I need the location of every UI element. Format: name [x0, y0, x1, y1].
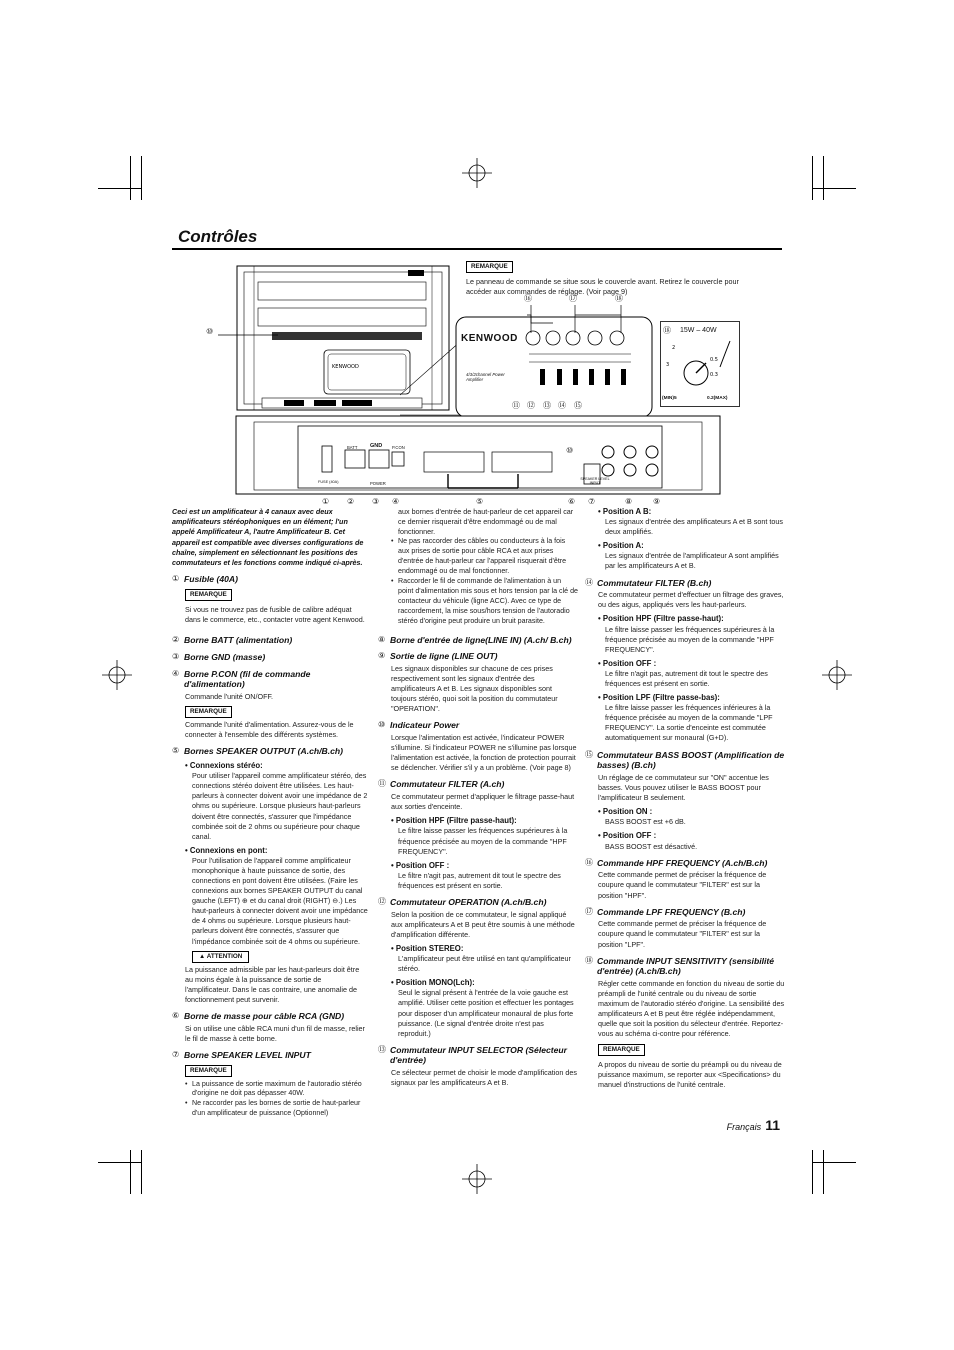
crop-mark: [98, 1162, 142, 1163]
section-heading: ① Fusible (40A): [172, 574, 238, 585]
sensitivity-max-label: 0.2(MAX): [707, 396, 728, 401]
registration-mark: [102, 660, 132, 690]
section-text: Ce commutateur permet d'appliquer le filtrage passe-haut aux sorties d'enceinte.: [391, 792, 575, 812]
intro-paragraph: Ceci est un amplificateur à 4 canaux avec deux amplificateurs stéréophoniques en un élément; l'un appelé Amplificateur A, l'autre Amplificateur B. Cet appareil est compatible avec diverses configurations de chaîne, simplement en sélectionnant les positions des commutateurs et les fonctions comme indiqué ci-après.: [172, 507, 364, 568]
section-heading: ⑱ Commande INPUT SENSITIVITY (sensibilité d'entrée) (A.ch/B.ch): [585, 955, 775, 977]
section-text: Si on utilise une câble RCA muni d'un fil de masse, relier le fil de masse à cette borne.: [185, 1023, 365, 1043]
section-heading: ⑫ Commutateur OPERATION (A.ch/B.ch): [378, 896, 547, 907]
section-heading: ⑦ Borne SPEAKER LEVEL INPUT: [172, 1049, 311, 1060]
sub-text: BASS BOOST est +6 dB.: [605, 817, 686, 827]
attention-label: ▲ ATTENTION: [192, 951, 249, 963]
remark-label: REMARQUE: [598, 1044, 645, 1056]
svg-text:0.3: 0.3: [710, 372, 718, 378]
callout-8: ⑧: [625, 497, 633, 506]
callout-18-inset: ⑱: [663, 326, 671, 335]
section-heading: ② Borne BATT (alimentation): [172, 635, 293, 646]
sub-text: Seul le signal présent à l'entrée de la voie gauche est amplifié. Utiliser cette position et effectuer les pontages pour disposer d'un amplificateur monaural de plus forte puissance. (Le signal d'entrée droite n'est pas reproduit.): [398, 988, 574, 1038]
registration-mark: [462, 1164, 492, 1194]
sub-text: Pour l'utilisation de l'appareil comme amplificateur monophonique à haute puissance de sortie, des connections en pont doivent être utilisées. (Faire les connexions aux bornes SPEAKER OUTPUT du canal gauche (LEFT) ⊕ et du canal droit (RIGHT) ⊖.) Les haut-parleurs à connecter doivent avoir une impédance de 4 ohms ou supérieure. Lorsque plusieurs haut-parleurs doivent être connectés, s'assurer que l'impédance combinée soit de 4 ohms ou supérieure.: [192, 855, 368, 946]
subheading: • Position HPF (Filtre passe-haut):: [598, 614, 724, 624]
crop-mark: [130, 1150, 131, 1194]
crop-mark: [812, 156, 813, 200]
bullet-item: • Ne raccorder pas les bornes de sortie de haut-parleur d'un amplificateur de puissance (Optionnel): [172, 1099, 368, 1119]
section-heading: ④ Borne P.CON (fil de commande d'alimentation): [172, 668, 311, 690]
section-heading: ⑧ Borne d'entrée de ligne(LINE IN) (A.ch/ B.ch): [378, 634, 572, 645]
callout-17: ⑰: [569, 294, 577, 303]
section-text: Commande l'unité ON/OFF.: [185, 692, 274, 702]
sub-text: Les signaux d'entrée des amplificateurs A et B sont tous deux amplifiés.: [605, 517, 783, 537]
crop-mark: [812, 188, 856, 189]
sub-text: Le filtre n'agit pas, autrement dit tout le spectre des fréquences est présent en sortie.: [398, 870, 561, 890]
subheading: • Position LPF (Filtre passe-bas):: [598, 693, 720, 703]
bullet-item: • La puissance de sortie maximum de l'autoradio stéréo d'origine ne doit pas dépasser 40W.: [172, 1080, 368, 1100]
section-text: Selon la position de ce commutateur, le signal appliqué aux amplificateurs A et B peut être soumis à une méthode d'amplification différente.: [391, 909, 575, 939]
callout-2: ②: [347, 497, 355, 506]
remark-label: REMARQUE: [185, 589, 232, 601]
svg-text:3: 3: [666, 362, 670, 368]
callout-lines-top: [525, 305, 635, 335]
figure-remark: [466, 261, 756, 297]
registration-mark: [462, 158, 492, 188]
column-2: [378, 507, 578, 1088]
callout-6: ⑥: [568, 497, 576, 506]
callout-7: ⑦: [588, 497, 596, 506]
section-text: Les signaux disponibles sur chacune de ces prises respectivement sont les signaux d'entrée des amplificateurs A et B. Les signaux disponibles sont toujours stéréo, quoi soit la position du commutateur "OPERATION".: [391, 664, 558, 714]
bullet-item: • Ne pas raccorder des câbles ou conducteurs à la fois aux prises de sortie pour câble RCA et aux prises d'entrée de haut-parleur car l'appareil risquerait d'être endommagé ou de mal fonctionner.: [378, 537, 578, 577]
callout-18: ⑱: [615, 294, 623, 303]
section-text: Lorsque l'alimentation est activée, l'indicateur POWER s'illumine. Si l'indicateur POWER ne s'illumine pas lorsque l'alimentation est activée, la fonction de protection pourrait se déclencher. Vérifier s'il y a un problème. (Voir page 8): [391, 733, 577, 773]
callout-16: ⑯: [524, 294, 532, 303]
section-text: Ce sélecteur permet de choisir le mode d'amplification des signaux par les amplificateurs A et B.: [391, 1068, 577, 1088]
warning-icon: ▲: [199, 952, 206, 960]
callout-12: ⑫: [527, 401, 535, 410]
section-heading: ⑨ Sortie de ligne (LINE OUT): [378, 651, 498, 662]
section-heading: ⑤ Bornes SPEAKER OUTPUT (A.ch/B.ch): [172, 746, 344, 757]
section-heading: ⑩ Indicateur Power: [378, 720, 460, 731]
crop-mark: [812, 1150, 813, 1194]
amplifier-subtitle: 4/3/2channel Power Amplifier: [466, 372, 505, 383]
pcon-label: P.CON: [392, 445, 405, 450]
sub-text: Les signaux d'entrée de l'amplificateur A sont amplifiés par les amplificateurs A et B.: [605, 551, 779, 571]
callout-5: ⑤: [476, 497, 484, 506]
sub-text: Le filtre n'agit pas, autrement dit tout le spectre des fréquences est présent en sortie.: [605, 668, 768, 689]
bullet-item: • Raccorder le fil de commande de l'alimentation à un point d'alimentation mis sous et hors tension par la clé de contacteur du véhicule (ligne ACC). Avec ce type de raccordement, la mise sous/hors tension de l'autoradio stéréo d'origine peut produire un bruit parasite.: [378, 577, 578, 627]
crop-mark: [98, 188, 142, 189]
callout-line: [218, 330, 280, 340]
callout-13: ⑬: [543, 401, 551, 410]
callout-15: ⑮: [574, 401, 582, 410]
section-heading: ⑥ Borne de masse pour câble RCA (GND): [172, 1010, 345, 1021]
figure-remark-text: Le panneau de commande se situe sous le couvercle avant. Retirez le couvercle pour accéder aux commandes de réglage. (Voir page 9): [466, 277, 739, 297]
crop-mark: [141, 156, 142, 200]
section-heading: ③ Borne GND (masse): [172, 651, 266, 662]
section-heading: ⑪ Commutateur FILTER (A.ch): [378, 779, 505, 790]
section-text: Cette commande permet de préciser la fréquence de coupure quand le commutateur "FILTER" est sur la position "HPF".: [598, 870, 767, 900]
section-heading: ⑬ Commutateur INPUT SELECTOR (Sélecteur d'entrée): [378, 1044, 567, 1066]
subheading: • Position HPF (Filtre passe-haut):: [391, 816, 517, 826]
gnd-label: GND: [370, 443, 383, 449]
svg-text:2: 2: [672, 345, 676, 351]
section-heading: ⑭ Commutateur FILTER (B.ch): [585, 577, 712, 588]
crop-mark: [823, 156, 824, 200]
attention-text: La puissance admissible par les haut-parleurs doit être au moins égale à la puissance de sortie de l'amplificateur. Dans le cas contraire, une anomalie de fonctionnement peut survenir.: [185, 964, 360, 1004]
page-title: Contrôles: [178, 227, 258, 246]
subheading: • Connexions stéréo:: [185, 761, 263, 771]
speaker-level-label: SPEAKER LEVEL INPUT: [580, 477, 610, 485]
page-footer: [727, 1116, 780, 1134]
sensitivity-min-label: (MIN)5: [662, 396, 677, 401]
sub-text: Le filtre laisse passer les fréquences inférieures à la fréquence précisée au moyen de la commande "LPF FREQUENCY". La sortie d'enceinte est commutée automatiquement sur monaural (G+D).: [605, 703, 773, 743]
callout-9: ⑨: [653, 497, 661, 506]
callout-10-front: ⑩: [566, 446, 574, 455]
fuse-label: FUSE (40A): [318, 480, 339, 484]
section-heading: ⑮ Commutateur BASS BOOST (Amplification de basses) (B.ch): [585, 749, 785, 771]
continued-text: aux bornes d'entrée de haut-parleur de cet appareil car ce dernier risquerait d'être endommagé ou de mal fonctionner.: [398, 507, 574, 537]
footer-language: Français: [726, 1122, 762, 1132]
column-3: [585, 507, 785, 1090]
column-1: [172, 507, 368, 1119]
section-text: Un réglage de ce commutateur sur "ON" accentue les basses. Vous pouvez utiliser le BASS BOOST pour l'amplificateur B seulement.: [598, 773, 769, 803]
crop-mark: [141, 1150, 142, 1194]
sub-text: Le filtre laisse passer les fréquences supérieures à la fréquence précisée au moyen de la commande "HPF FREQUENCY".: [398, 826, 568, 856]
section-text: Cette commande permet de préciser la fréquence de coupure quand le commutateur "FILTER" est sur la position "LPF".: [598, 919, 767, 949]
power-label: POWER: [370, 481, 386, 486]
registration-mark: [822, 660, 852, 690]
subheading: • Position OFF :: [598, 658, 657, 668]
batt-label: BATT: [347, 445, 358, 450]
sub-text: BASS BOOST est désactivé.: [605, 841, 698, 851]
crop-mark: [812, 1162, 856, 1163]
remark-label: REMARQUE: [185, 1065, 232, 1077]
section-heading: ⑰ Commande LPF FREQUENCY (B.ch): [585, 906, 746, 917]
subheading: • Position MONO(Lch):: [391, 978, 475, 988]
callout-1: ①: [322, 497, 330, 506]
section-text: Si vous ne trouvez pas de fusible de calibre adéquat dans le commerce, etc., contacter votre agent Kenwood.: [185, 605, 365, 625]
sub-text: L'amplificateur peut être utilisé en tant qu'amplificateur stéréo.: [398, 954, 571, 974]
sub-text: Le filtre laisse passer les fréquences supérieures à la fréquence précisée au moyen de la commande "HPF FREQUENCY".: [605, 624, 775, 654]
callout-4: ④: [392, 497, 400, 506]
remark-label: REMARQUE: [466, 261, 513, 273]
title-rule: [172, 248, 782, 250]
subheading: • Position A B:: [598, 507, 652, 516]
brand-label-small: KENWOOD: [332, 364, 359, 370]
svg-text:0.5: 0.5: [710, 357, 718, 363]
sub-text: Pour utiliser l'appareil comme amplificateur stéréo, des connections stéréo doivent être utilisées. Les haut-parleurs à connecter doivent avoir une impédance de 2 ohms ou supérieure. Lorsque plusieurs haut-parleurs doivent être connectés, s'assurer que l'impédance combinée soit de 2 ohms ou supérieure pour chaque canal.: [192, 771, 368, 841]
section-note: A propos du niveau de sortie du préampli ou du niveau de puissance maximum, se reporter aux <Specifications> du manuel d'instructions de l'unité centrale.: [598, 1059, 782, 1089]
subheading: • Position STEREO:: [391, 943, 464, 953]
page-number: 11: [765, 1117, 780, 1133]
section-note: Commande l'unité d'alimentation. Assurez-vous de le connecter à l'ensemble des différents systèmes.: [185, 720, 354, 740]
remark-label: REMARQUE: [185, 706, 232, 718]
subheading: • Position A:: [598, 541, 644, 551]
section-text: Ce commutateur permet d'effectuer un filtrage des graves, ou des aigus, appliqués vers les haut-parleurs.: [598, 590, 784, 610]
subheading: • Position OFF :: [598, 831, 657, 841]
callout-10: ⑩: [206, 327, 214, 336]
crop-mark: [130, 156, 131, 200]
brand-logo: KENWOOD: [461, 333, 518, 344]
section-text: Régler cette commande en fonction du niveau de sortie du préampli de l'unité centrale ou du niveau de sortie maximum de l'autoradio stéréo d'origine. La sensibilité des amplificateurs A et B peut être réglée indépendamment, quelle que soit la position du sélecteur d'entrée. Reportez-vous au schéma ci-contre pour référence.: [598, 979, 785, 1039]
section-heading: ⑯ Commande HPF FREQUENCY (A.ch/B.ch): [585, 857, 768, 868]
crop-mark: [823, 1150, 824, 1194]
callout-11: ⑪: [512, 401, 520, 410]
sensitivity-range-label: 15W – 40W: [680, 327, 717, 334]
amplifier-front-view-illustration: [228, 412, 732, 496]
subheading: • Position ON :: [598, 807, 653, 817]
callout-3: ③: [372, 497, 380, 506]
subheading: • Position OFF :: [391, 860, 450, 870]
callout-14: ⑭: [558, 401, 566, 410]
subheading: • Connexions en pont:: [185, 845, 268, 855]
